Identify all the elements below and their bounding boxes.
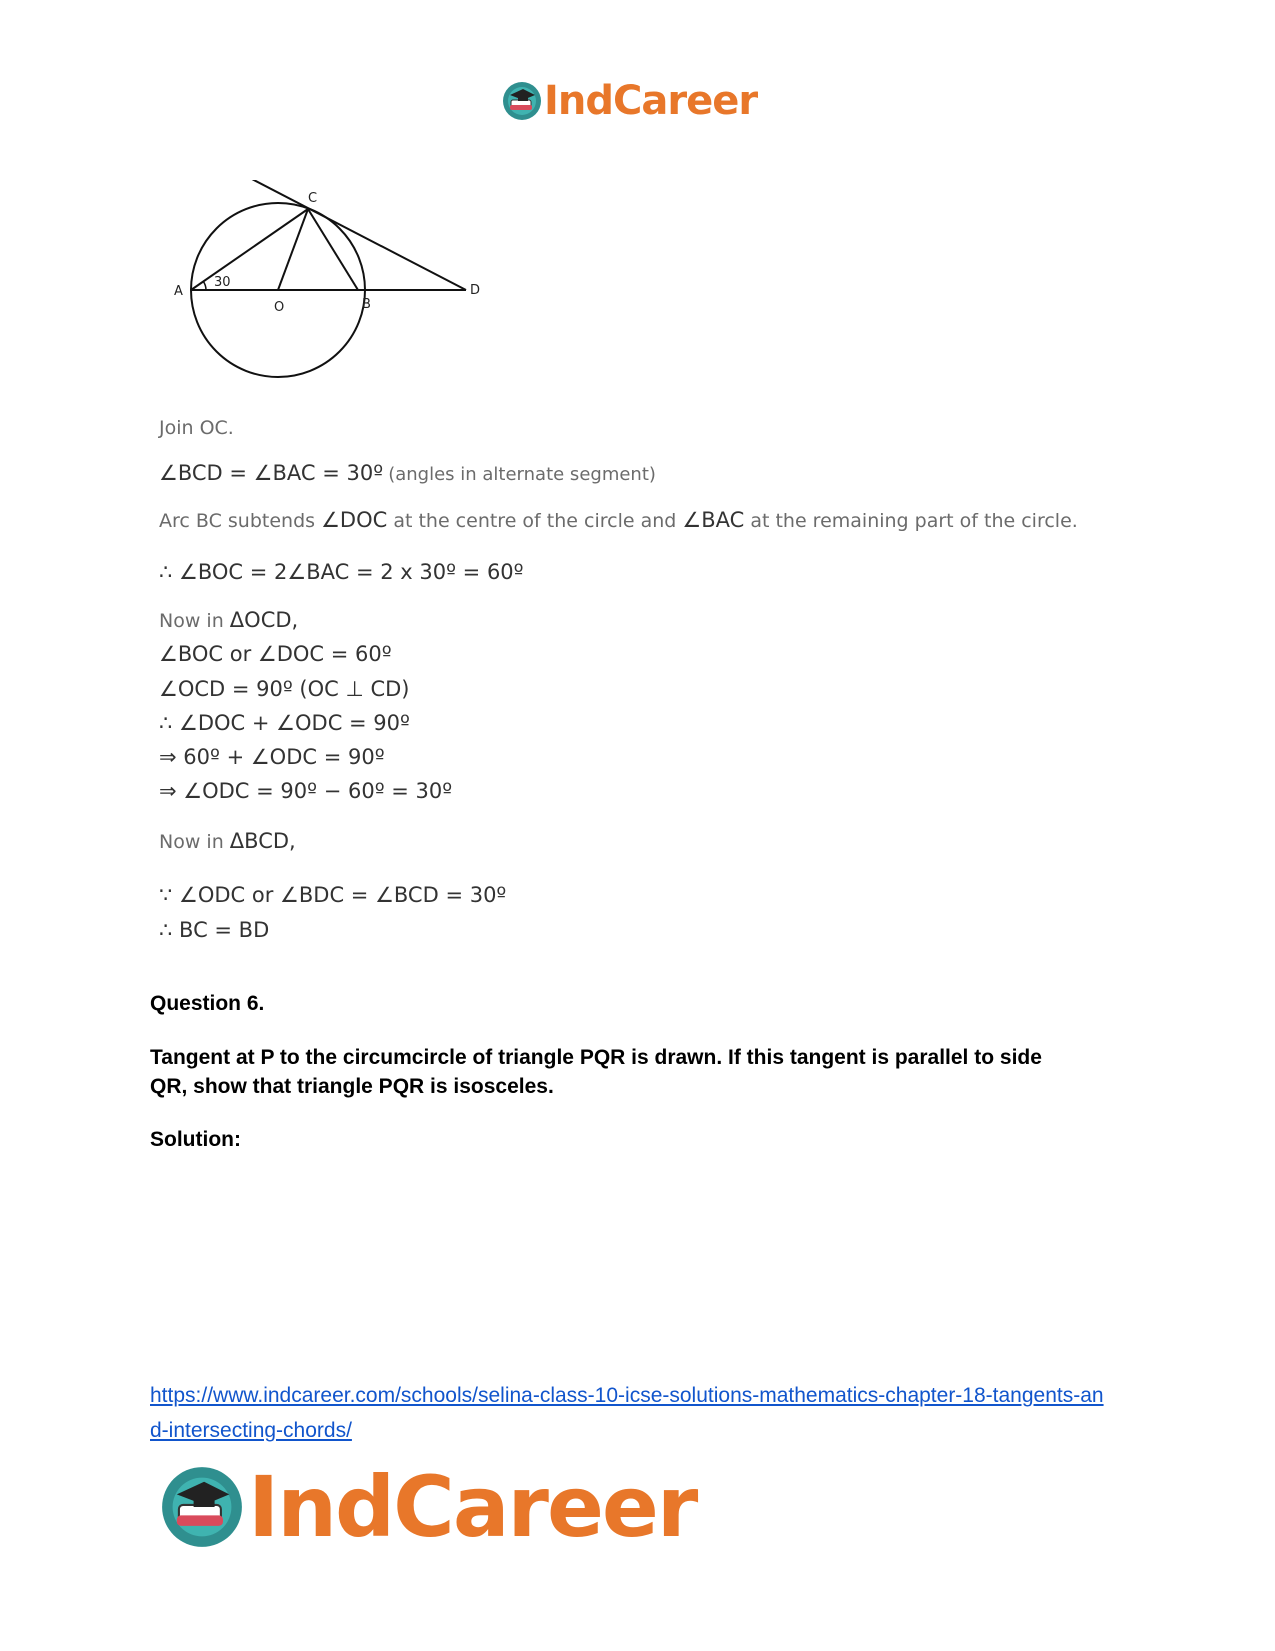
solution-line-1 — [159, 461, 656, 485]
angle-arc — [203, 281, 206, 290]
label-c: C — [308, 191, 318, 206]
graduation-cap-book-icon — [502, 81, 542, 121]
solution-join: Join OC. — [159, 417, 234, 439]
brand-name: IndCareer — [544, 78, 758, 124]
question-title: Question 6. — [150, 992, 265, 1015]
question-text-line-1: Tangent at P to the circumcircle of triangle PQR is drawn. If this tangent is parallel to side — [150, 1046, 1042, 1069]
solution-line-2-angle-doc: ∠DOC — [321, 508, 388, 532]
solution-line-6: ∠OCD = 90º (OC ⊥ CD) — [159, 677, 410, 701]
solution-line-4-b: ΔOCD, — [229, 608, 299, 632]
segment-oc — [278, 209, 308, 290]
solution-line-1-note: (angles in alternate segment) — [388, 464, 656, 485]
label-d: D — [470, 283, 481, 298]
solution-line-5: ∠BOC or ∠DOC = 60º — [159, 642, 392, 666]
solution-line-9: ⇒ ∠ODC = 90º − 60º = 30º — [159, 779, 453, 803]
solution-line-2-c: at the remaining part of the circle. — [750, 510, 1078, 532]
label-a: A — [174, 284, 183, 299]
solution-line-2-angle-bac: ∠BAC — [682, 508, 745, 532]
solution-line-1-math: ∠BCD = ∠BAC = 30º — [159, 461, 384, 485]
label-angle: 30 — [214, 275, 231, 290]
label-o: O — [274, 300, 285, 315]
chord-ac — [191, 209, 308, 290]
solution-line-2-a: Arc BC subtends — [159, 510, 316, 532]
label-b: B — [362, 297, 371, 312]
solution-line-4 — [159, 608, 298, 632]
solution-line-3: ∴ ∠BOC = 2∠BAC = 2 x 30º = 60º — [159, 560, 524, 584]
tangent-cd — [250, 180, 466, 290]
solution-line-10 — [159, 829, 296, 853]
solution-line-4-a: Now in — [159, 610, 224, 632]
footer-brand-name: IndCareer — [248, 1458, 697, 1556]
solution-label: Solution: — [150, 1128, 241, 1151]
header-logo — [502, 78, 757, 124]
graduation-cap-book-icon — [160, 1465, 244, 1549]
solution-line-2-b: at the centre of the circle and — [393, 510, 677, 532]
solution-line-10-b: ΔBCD, — [229, 829, 296, 853]
solution-line-7: ∴ ∠DOC + ∠ODC = 90º — [159, 711, 410, 735]
solution-line-2 — [159, 508, 1078, 532]
solution-line-11: ∵ ∠ODC or ∠BDC = ∠BCD = 30º — [159, 883, 507, 907]
solution-line-10-a: Now in — [159, 831, 224, 853]
solution-line-8: ⇒ 60º + ∠ODC = 90º — [159, 745, 385, 769]
question-text-line-2: QR, show that triangle PQR is isosceles. — [150, 1075, 554, 1098]
source-link[interactable]: https://www.indcareer.com/schools/selina-class-10-icse-solutions-mathematics-chapter-18-tangents-and-intersecting-chords/ — [150, 1384, 1104, 1442]
footer-logo — [160, 1458, 696, 1556]
solution-line-12: ∴ BC = BD — [159, 918, 270, 942]
circle-tangent-figure — [170, 180, 510, 400]
